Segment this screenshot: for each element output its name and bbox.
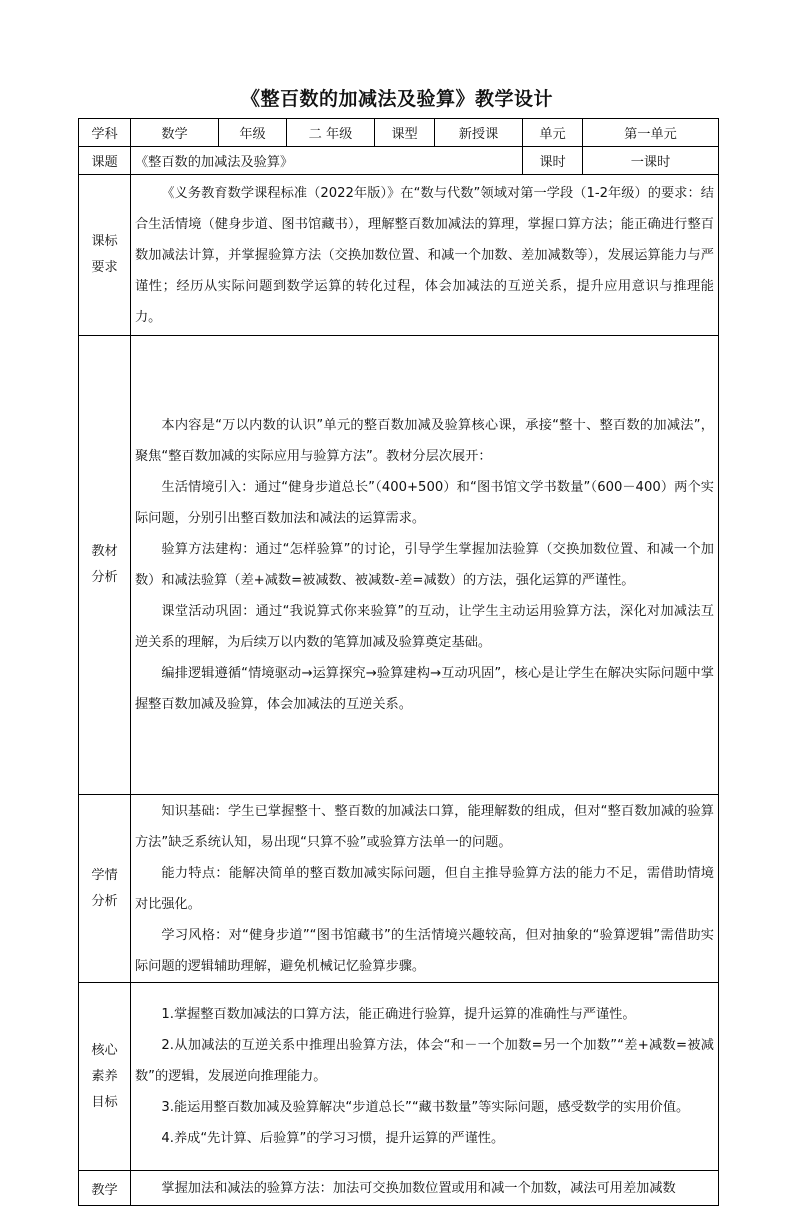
learners-paragraph: 知识基础：学生已掌握整十、整百数的加减法口算，能理解数的组成，但对“整百数加减的验算方法”缺乏系统认知，易出现“只算不验”或验算方法单一的问题。	[135, 803, 714, 850]
learners-label: 学情分析	[79, 795, 131, 983]
standards-content	[131, 175, 719, 336]
materials-paragraph: 生活情境引入：通过“健身步道总长”（400+500）和“图书馆文学书数量”（600－400）两个实际问题，分别引出整百数加法和减法的运算需求。	[135, 480, 714, 526]
learners-row	[79, 795, 719, 983]
hours-value: 一课时	[583, 147, 719, 175]
materials-label: 教材分析	[79, 336, 131, 795]
key-points-paragraph: 掌握加法和减法的验算方法：加法可交换加数位置或用和减一个加数，减法可用差加减数	[161, 1180, 676, 1196]
materials-content	[131, 336, 719, 795]
learners-paragraph: 学习风格：对“健身步道”“图书馆藏书”的生活情境兴趣较高，但对抽象的“验算逻辑”需借助实际问题的逻辑辅助理解，避免机械记忆验算步骤。	[135, 927, 714, 974]
lesson-type-label: 课型	[375, 119, 435, 147]
literacy-goal: 2.从加减法的互逆关系中推理出验算方法，体会“和－一个加数=另一个加数”“差+减数=被减数”的逻辑，发展逆向推理能力。	[135, 1038, 714, 1084]
literacy-row	[79, 983, 719, 1171]
key-points-row	[79, 1171, 719, 1206]
lesson-plan-table	[78, 118, 719, 1206]
key-points-content	[131, 1171, 719, 1206]
literacy-content	[131, 983, 719, 1171]
unit-label: 单元	[523, 119, 583, 147]
learners-content	[131, 795, 719, 983]
subject-value: 数学	[131, 119, 219, 147]
standards-paragraph: 《义务教育数学课程标准（2022年版）》在“数与代数”领域对第一学段（1-2年级）的要求：结合生活情境（健身步道、图书馆藏书），理解整百数加减法的算理，掌握口算方法；能正确进行整百数加减法计算，并掌握验算方法（交换加数位置、和减一个加数、差加减数等），发展运算能力与严谨性；经历从实际问题到数学运算的转化过程，体会加减法的互逆关系，提升应用意识与推理能力。	[135, 185, 714, 325]
literacy-goal: 1.掌握整百数加减法的口算方法，能正确进行验算，提升运算的准确性与严谨性。	[161, 1007, 636, 1022]
page-title: 《整百数的加减法及验算》教学设计	[240, 88, 553, 110]
topic-row	[79, 147, 719, 175]
materials-paragraph: 验算方法建构：通过“怎样验算”的讨论，引导学生掌握加法验算（交换加数位置、和减一个加数）和减法验算（差+减数=被减数、被减数-差=减数）的方法，强化运算的严谨性。	[135, 542, 714, 588]
topic-label: 课题	[79, 147, 131, 175]
literacy-goal: 4.养成“先计算、后验算”的学习习惯，提升运算的严谨性。	[161, 1131, 505, 1146]
unit-value: 第一单元	[583, 119, 719, 147]
learners-paragraph: 能力特点：能解决简单的整百数加减实际问题，但自主推导验算方法的能力不足，需借助情境对比强化。	[135, 865, 714, 912]
literacy-goal: 3.能运用整百数加减及验算解决“步道总长”“藏书数量”等实际问题，感受数学的实用价值。	[161, 1100, 690, 1115]
materials-paragraph: 本内容是“万以内数的认识”单元的整百数加减及验算核心课，承接“整十、整百数的加减法”，聚焦“整百数加减的实际应用与验算方法”。教材分层次展开：	[135, 418, 714, 464]
literacy-label: 核心素养目标	[79, 983, 131, 1171]
grade-label: 年级	[219, 119, 287, 147]
materials-paragraph: 课堂活动巩固：通过“我说算式你来验算”的互动，让学生主动运用验算方法，深化对加减法互逆关系的理解，为后续万以内数的笔算加减及验算奠定基础。	[135, 604, 714, 650]
key-points-label: 教学	[79, 1171, 131, 1206]
grade-value: 二 年级	[287, 119, 375, 147]
standards-label: 课标要求	[79, 175, 131, 336]
materials-row	[79, 336, 719, 795]
hours-label: 课时	[523, 147, 583, 175]
standards-row	[79, 175, 719, 336]
materials-paragraph: 编排逻辑遵循“情境驱动→运算探究→验算建构→互动巩固”，核心是让学生在解决实际问题中掌握整百数加减及验算，体会加减法的互逆关系。	[135, 666, 714, 712]
header-row	[79, 119, 719, 147]
topic-value: 《整百数的加减法及验算》	[131, 147, 523, 175]
subject-label: 学科	[79, 119, 131, 147]
lesson-type-value: 新授课	[435, 119, 523, 147]
